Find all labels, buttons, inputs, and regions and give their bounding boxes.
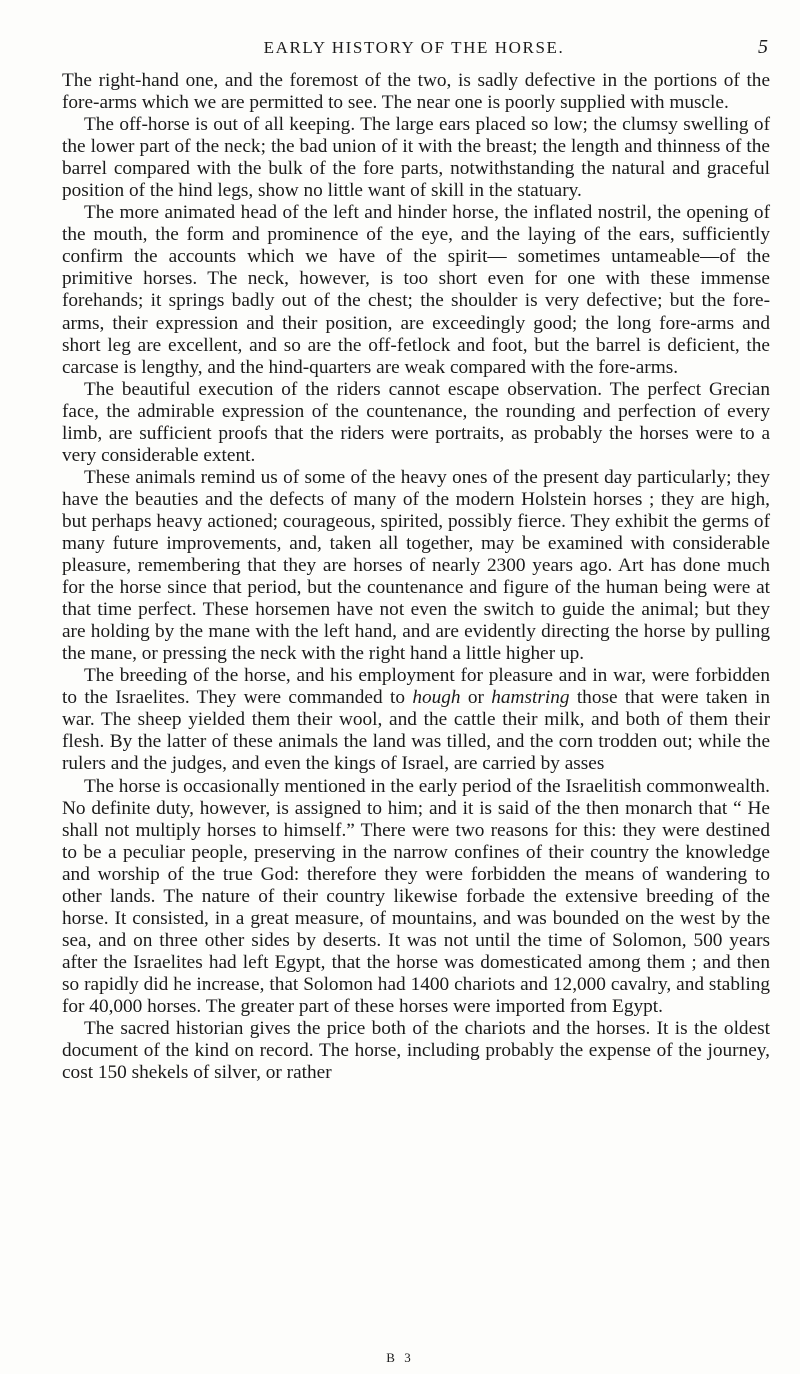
- italic-hamstring: hamstring: [491, 687, 570, 709]
- paragraph-1: The right-hand one, and the foremost of the two, is sadly defective in the portions of the fore-arms which we are permitted to see. The near one is poorly supplied with muscle.: [62, 70, 770, 114]
- paragraph-6-text-b: those that were taken in war. The sheep yielded them their wool, and the cattle their milk, and both of them their flesh. By the latter of these animals the land was tilled, and the corn trodden out; while the rulers and the judges, and even the kings of Israel, are carried by asses: [62, 687, 771, 775]
- italic-hough: hough: [412, 687, 461, 709]
- paragraph-6-text-a: The breeding of the horse, and his employment for pleasure and in war, were forbidden to the Israelites. They were commanded to: [62, 665, 770, 709]
- paragraph-6-text-or: or: [460, 687, 492, 709]
- paragraph-8: The sacred historian gives the price both of the chariots and the horses. It is the oldest document of the kind on record. The horse, including probably the expense of the journey, cost 150 shekels of silver, or rather: [62, 1018, 770, 1084]
- paragraph-4: The beautiful execution of the riders cannot escape observation. The perfect Grecian face, the admirable expression of the countenance, the rounding and perfection of every limb, are sufficient proofs that the riders were portraits, as probably the horses were to a very considerable extent.: [62, 378, 770, 466]
- page-number: 5: [758, 36, 768, 58]
- running-title: EARLY HISTORY OF THE HORSE.: [263, 38, 565, 57]
- running-head: [60, 38, 768, 62]
- paragraph-3: The more animated head of the left and hinder horse, the inflated nostril, the opening of the mouth, the form and prominence of the eye, and the laying of the ears, sufficiently confirm the accounts which we have of the spirit— sometimes untameable—of the primitive horses. The neck, however, is too short even for one with these immense forehands; it springs badly out of the chest; the shoulder is very defective; but the fore-arms, their expression and their position, are exceedingly good; the long fore-arms and short leg are excellent, and so are the off-fetlock and foot, but the barrel is deficient, the carcase is lengthy, and the hind-quarters are weak compared with the fore-arms.: [62, 202, 770, 378]
- text-body: [62, 70, 770, 1084]
- paragraph-5: These animals remind us of some of the heavy ones of the present day particularly; they have the beauties and the defects of many of the modern Holstein horses ; they are high, but perhaps heavy actioned; courageous, spirited, possibly fierce. They exhibit the germs of many future improvements, and, taken all together, may be examined with considerable pleasure, remembering that they are horses of nearly 2300 years ago. Art has done much for the horse since that period, but the countenance and figure of the human being were at that time perfect. These horsemen have not even the switch to guide the animal; but they are holding by the mane with the left hand, and are evidently directing the horse by pulling the mane, or pressing the neck with the right hand a little higher up.: [62, 466, 770, 665]
- signature-mark: B 3: [386, 1350, 414, 1365]
- paragraph-2: The off-horse is out of all keeping. The large ears placed so low; the clumsy swelling of the lower part of the neck; the bad union of it with the breast; the length and thinness of the barrel compared with the bulk of the fore parts, notwithstanding the natural and graceful position of the hind legs, show no little want of skill in the statuary.: [62, 114, 770, 202]
- paragraph-6: [62, 665, 770, 775]
- paragraph-7: The horse is occasionally mentioned in the early period of the Israelitish commonwealth. No definite duty, however, is assigned to him; and it is said of the then monarch that “ He shall not multiply horses to himself.” There were two reasons for this: they were destined to be a peculiar people, preserving in the narrow confines of their country the knowledge and worship of the true God: therefore they were forbidden the means of wandering to other lands. The nature of their country likewise forbade the extensive breeding of the horse. It consisted, in a great measure, of mountains, and was bounded on the west by the sea, and on three other sides by deserts. It was not until the time of Solomon, 500 years after the Israelites had left Egypt, that the horse was domesticated among them ; and then so rapidly did he increase, that Solomon had 1400 chariots and 12,000 cavalry, and stabling for 40,000 horses. The greater part of these horses were imported from Egypt.: [62, 775, 770, 1017]
